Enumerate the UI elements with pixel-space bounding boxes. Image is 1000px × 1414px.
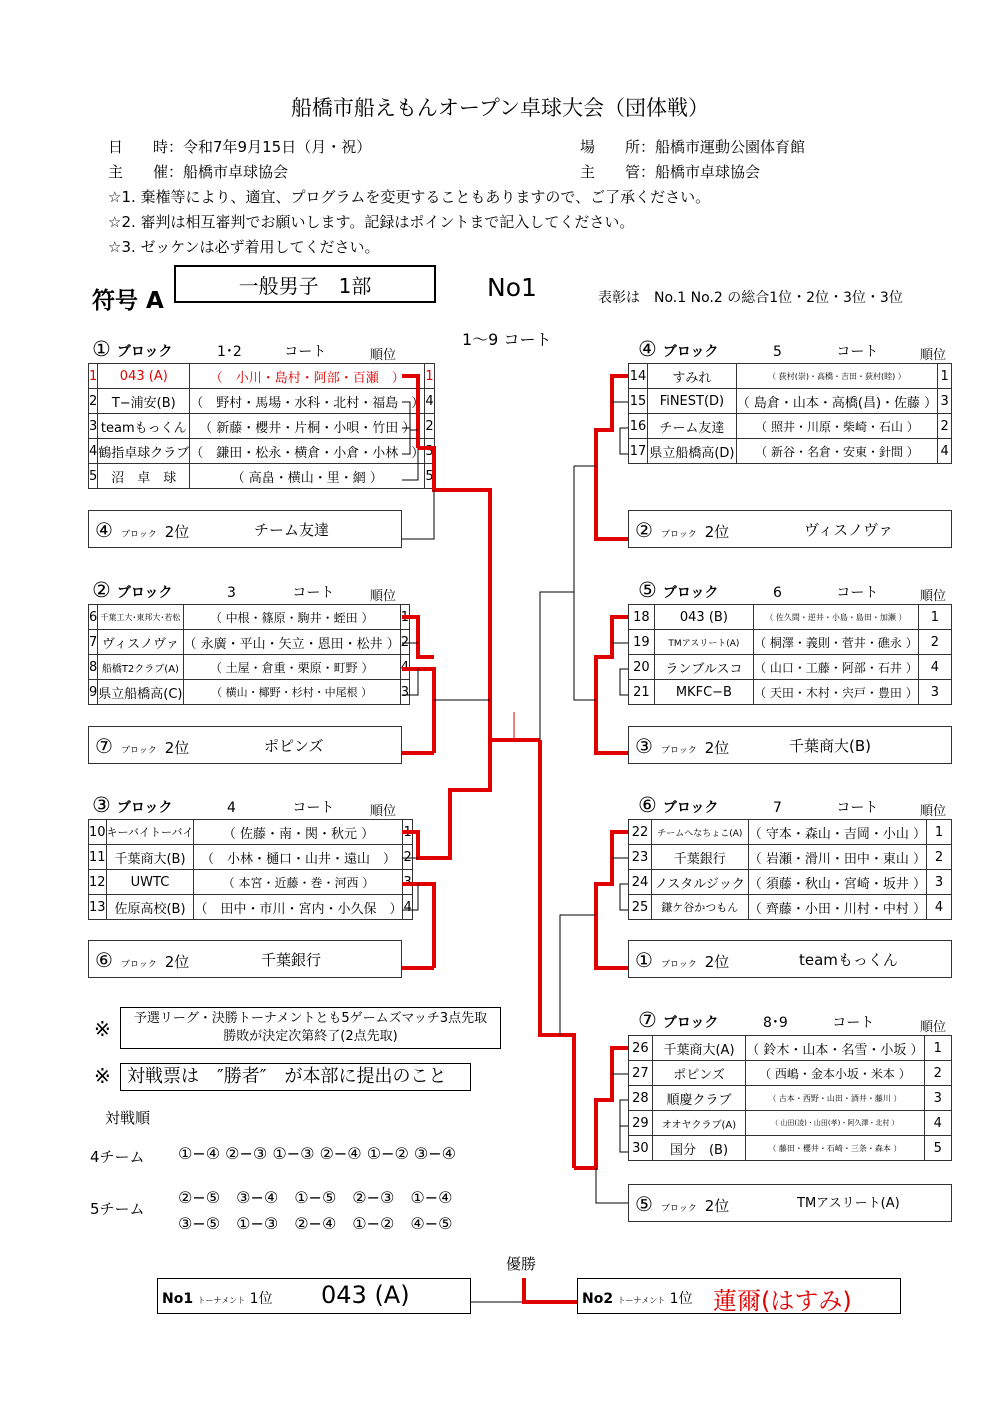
bracket-line-red: [434, 740, 490, 858]
team-rank: 2: [938, 414, 952, 439]
team-name: 順慶クラブ: [652, 1086, 745, 1111]
table-row: 18 043 (B) （ 佐久間・逆井・小島・島田・加瀬 ） 1: [629, 605, 952, 630]
team-name: ポピンズ: [652, 1061, 745, 1086]
five-team-order-1: ②−⑤ ③−④ ①−⑤ ②−③ ①−④: [178, 1188, 453, 1207]
table-row: 2 T−浦安(B) （ 野村・馬場・水科・北村・福島 ） 4: [89, 389, 435, 414]
team-name: オオヤクラブ(A): [652, 1111, 745, 1136]
four-team-order: ①−④ ②−③ ①−③ ②−④ ①−② ③−④: [178, 1144, 456, 1163]
team-members: （ 鈴木・山本・名雪・小坂 ）: [746, 1036, 924, 1061]
table-row: 30 国分 (B) （ 藤田・櫻井・石崎・三条・森本 ） 5: [629, 1136, 952, 1161]
team-rank: 1: [924, 1036, 951, 1061]
team-rank: 4: [938, 439, 952, 464]
table-row: 15 FiNEST(D) （ 島倉・山本・高橋(昌)・佐藤 ） 3: [629, 389, 952, 414]
bracket-line: [402, 428, 410, 454]
block-number: ⑥: [638, 793, 657, 817]
bracket-line-red: [402, 832, 434, 858]
final-right-winner: 蓮爾(はすみ): [713, 1287, 852, 1315]
team-name: 043 (B): [654, 605, 753, 630]
final-right-box: No2 トーナメント 1位 蓮爾(はすみ): [577, 1278, 901, 1314]
team-rank: 2: [400, 630, 409, 655]
rule-mark: ※: [94, 1064, 111, 1088]
bracket-line-red: [524, 1278, 577, 1302]
team-members: （ 荻村(崇)・高橋・吉田・荻村(睦) ）: [736, 364, 937, 389]
table-row: 14 すみれ （ 荻村(崇)・高橋・吉田・荻村(睦) ） 1: [629, 364, 952, 389]
bracket-line-red: [596, 832, 628, 968]
bracket-line: [574, 592, 596, 700]
team-members: （ 小林・樋口・山井・遠山 ）: [194, 845, 403, 870]
block-2-header: ② ブロック 3 コート: [92, 578, 335, 602]
table-row: 8 船橋T2クラブ(A) （ 土屋・倉重・栗原・町野 ） 4: [89, 655, 410, 680]
wildcard-box: ⑦ ブロック 2位 ポピンズ: [88, 726, 402, 764]
rule-box-submission: 対戦票は ″勝者″ が本部に提出のこと: [120, 1063, 471, 1091]
team-rank: 2: [918, 630, 951, 655]
match-order-heading: 対戦順: [105, 1109, 151, 1127]
final-left-box: No1 トーナメント 1位 043 (A): [157, 1278, 471, 1314]
bracket-number: No1: [487, 273, 537, 302]
team-members: （ 天田・木村・宍戸・豊田 ）: [754, 680, 919, 705]
table-row: 20 ランブルスコ （ 山口・工藤・阿部・石井 ） 4: [629, 655, 952, 680]
team-rank: 3: [926, 870, 951, 895]
bracket-line: [402, 884, 418, 910]
courts-label: 1～9 コート: [462, 330, 552, 349]
table-row: 11 千葉商大(B) （ 小林・樋口・山井・遠山 ） 2: [89, 845, 413, 870]
wildcard-team: TMアスリート(A): [797, 1196, 900, 1211]
team-name: 千葉商大(A): [652, 1036, 745, 1061]
table-row: 21 MKFC−B （ 天田・木村・宍戸・豊田 ） 3: [629, 680, 952, 705]
wildcard-team: ポピンズ: [264, 737, 324, 755]
team-name: キーバイトーバイ: [106, 820, 194, 845]
table-row: 16 チーム友達 （ 照井・川原・柴崎・石山 ） 2: [629, 414, 952, 439]
team-rank: 2: [926, 845, 951, 870]
team-members: （ 山田(凌)・山田(孝)・阿久澤・北村 ）: [746, 1111, 924, 1136]
block-4-header: ④ ブロック 5 コート: [638, 337, 879, 361]
team-rank: 1: [938, 364, 952, 389]
team-members: （ 佐藤・南・関・秋元 ）: [194, 820, 403, 845]
wildcard-box: ① ブロック 2位 teamもっくん: [628, 940, 952, 978]
bracket-line-red: [540, 740, 574, 1168]
bracket-line: [402, 490, 434, 539]
bracket-line: [560, 915, 596, 1035]
team-members: （ 島倉・山本・高橋(昌)・佐藤 ）: [736, 389, 937, 414]
block-number: ②: [92, 578, 111, 602]
note-1: ☆1. 棄権等により、適宜、プログラムを変更することもありますので、ご了承ください。: [108, 188, 711, 206]
team-rank: 3: [403, 870, 412, 895]
final-left-winner: 043 (A): [321, 1281, 410, 1309]
team-rank: 4: [926, 895, 951, 920]
team-members: （ 佐久間・逆井・小島・島田・加瀬 ）: [754, 605, 919, 630]
team-name: 鶴指卓球クラブ: [98, 439, 190, 464]
rank-header: 順位: [370, 589, 397, 604]
bracket-line: [620, 669, 628, 695]
table-row: 23 千葉銀行 （ 岩瀬・滑川・田中・東山 ） 2: [629, 845, 952, 870]
team-rank: 4: [918, 655, 951, 680]
team-members: （ 高畠・横山・里・網 ）: [190, 464, 425, 489]
block-number: ⑦: [638, 1008, 657, 1032]
block-number: ①: [92, 337, 111, 361]
team-rank: 1: [400, 605, 409, 630]
team-name: チーム友達: [648, 414, 737, 439]
team-name: 千葉銀行: [651, 845, 748, 870]
page-title: 船橋市船えもんオープン卓球大会（団体戦）: [290, 96, 710, 120]
five-team-label: 5チーム: [90, 1200, 145, 1218]
table-row: 17 県立船橋高(D) （ 新谷・名倉・安東・針間 ） 4: [629, 439, 952, 464]
team-rank: 1: [425, 364, 434, 389]
team-name: T−浦安(B): [98, 389, 190, 414]
table-row: 13 佐原高校(B) （ 田中・市川・宮内・小久保 ） 4: [89, 895, 413, 920]
team-members: （ 野村・馬場・水科・北村・福島 ）: [190, 389, 425, 414]
wildcard-team: ヴィスノヴァ: [804, 521, 893, 539]
team-name: 県立船橋高(C): [98, 680, 183, 705]
organizer-value: 船橋市卓球協会: [655, 163, 761, 181]
team-name: 沼 卓 球: [98, 464, 190, 489]
team-name: ヴィスノヴァ: [98, 630, 183, 655]
team-members: （ 中根・篠原・駒井・蛭田 ）: [183, 605, 400, 630]
block-3-header: ③ ブロック 4 コート: [92, 793, 335, 817]
team-rank: 1: [926, 820, 951, 845]
team-rank: 4: [403, 895, 412, 920]
rank-header: 順位: [920, 348, 947, 363]
bracket-line: [402, 402, 418, 430]
team-members: （ 横山・椰野・杉村・中尾根 ）: [183, 680, 400, 705]
table-row: 1 043 (A) （ 小川・島村・阿部・百瀬 ） 1: [89, 364, 435, 389]
block-number: ④: [638, 337, 657, 361]
award-note: 表彰は No.1 No.2 の総合1位・2位・3位・3位: [598, 290, 903, 306]
team-members: （ 小川・島村・阿部・百瀬 ）: [190, 364, 425, 389]
team-members: （ 古本・西野・山田・酒井・藤川 ）: [746, 1086, 924, 1111]
team-name: 船橋T2クラブ(A): [98, 655, 183, 680]
table-row: 9 県立船橋高(C) （ 横山・椰野・杉村・中尾根 ） 3: [89, 680, 410, 705]
team-members: （ 藤田・櫻井・石崎・三条・森本 ）: [746, 1136, 924, 1161]
table-row: 3 teamもっくん （ 新藤・櫻井・片桐・小唄・竹田 ） 2: [89, 414, 435, 439]
team-members: （ 永廣・平山・矢立・恩田・松井 ）: [183, 630, 400, 655]
host-label: 主 催：: [108, 163, 184, 181]
wildcard-team: 千葉商大(B): [789, 737, 871, 755]
rule-box-games: 予選リーグ・決勝トーナメントとも5ゲームズマッチ3点先取 勝敗が決定次第終了(2点先取): [120, 1007, 501, 1049]
block-6-header: ⑥ ブロック 7 コート: [638, 793, 879, 817]
team-name: 鎌ケ谷かつもん: [651, 895, 748, 920]
category-box: 一般男子 1部: [174, 265, 436, 303]
table-row: 6 千葉工大･東邦大･若松 （ 中根・篠原・駒井・蛭田 ） 1: [89, 605, 410, 630]
rank-header: 順位: [370, 804, 397, 819]
team-rank: 5: [425, 464, 434, 489]
team-rank: 3: [924, 1086, 951, 1111]
team-members: （ 本宮・近藤・巻・河西 ）: [194, 870, 403, 895]
team-members: （ 岩瀬・滑川・田中・東山 ）: [748, 845, 926, 870]
bracket-line: [620, 428, 628, 454]
team-rank: 4: [924, 1111, 951, 1136]
team-members: （ 田中・市川・宮内・小久保 ）: [194, 895, 403, 920]
host-value: 船橋市卓球協会: [183, 163, 289, 181]
team-rank: 2: [425, 414, 434, 439]
team-rank: 2: [403, 845, 412, 870]
team-rank: 4: [425, 389, 434, 414]
note-3: ☆3. ゼッケンは必ず着用してください。: [108, 238, 380, 256]
team-members: （ 新藤・櫻井・片桐・小唄・竹田 ）: [190, 414, 425, 439]
place-value: 船橋市運動公園体育館: [655, 138, 806, 156]
rank-header: 順位: [370, 348, 397, 363]
team-name: MKFC−B: [654, 680, 753, 705]
wildcard-box: ⑥ ブロック 2位 千葉銀行: [88, 940, 402, 978]
team-members: （ 齊藤・小田・川村・中村 ）: [748, 895, 926, 920]
table-row: 29 オオヤクラブ(A) （ 山田(凌)・山田(孝)・阿久澤・北村 ） 4: [629, 1111, 952, 1136]
team-members: （ 鎌田・松永・横倉・小倉・小林 ）: [190, 439, 425, 464]
team-name: 千葉工大･東邦大･若松: [98, 605, 183, 630]
table-row: 24 ノスタルジック （ 須藤・秋山・宮崎・坂井 ） 3: [629, 870, 952, 895]
team-name: すみれ: [648, 364, 737, 389]
table-row: 26 千葉商大(A) （ 鈴木・山本・名雪・小坂 ） 1: [629, 1036, 952, 1061]
wildcard-team: 千葉銀行: [261, 951, 322, 969]
bracket-line: [540, 466, 574, 740]
symbol-label: 符号 A: [92, 288, 164, 314]
organizer-label: 主 管：: [580, 163, 656, 181]
wildcard-team: チーム友達: [254, 521, 330, 539]
table-row: 7 ヴィスノヴァ （ 永廣・平山・矢立・恩田・松井 ） 2: [89, 630, 410, 655]
date-value: 令和7年9月15日（月・祝）: [183, 138, 372, 156]
team-members: （ 照井・川原・柴崎・石山 ）: [736, 414, 937, 439]
team-name: 043 (A): [98, 364, 190, 389]
team-rank: 5: [924, 1136, 951, 1161]
team-members: （ 桐澤・義則・菅井・礁永 ）: [754, 630, 919, 655]
team-name: 佐原高校(B): [106, 895, 194, 920]
champion-label: 優勝: [506, 1255, 537, 1273]
team-members: （ 守本・森山・吉岡・小山 ）: [748, 820, 926, 845]
team-rank: 3: [425, 439, 434, 464]
team-members: （ 西嶋・金本小坂・米本 ）: [746, 1061, 924, 1086]
block-number: ③: [92, 793, 111, 817]
table-row: 25 鎌ケ谷かつもん （ 齊藤・小田・川村・中村 ） 4: [629, 895, 952, 920]
team-rank: 1: [403, 820, 412, 845]
team-name: UWTC: [106, 870, 194, 895]
wildcard-box: ② ブロック 2位 ヴィスノヴァ: [628, 510, 952, 548]
bracket-line: [402, 669, 418, 695]
block-number: ⑤: [638, 578, 657, 602]
table-row: 28 順慶クラブ （ 古本・西野・山田・酒井・藤川 ） 3: [629, 1086, 952, 1111]
team-rank: 4: [400, 655, 409, 680]
bracket-line: [620, 884, 628, 910]
team-members: （ 山口・工藤・阿部・石井 ）: [754, 655, 919, 680]
table-row: 22 チームへなちょこ(A) （ 守本・森山・吉岡・小山 ） 1: [629, 820, 952, 845]
block-1-header: ① ブロック 1･2 コート: [92, 337, 327, 361]
bracket-line-red: [596, 617, 628, 753]
team-rank: 3: [938, 389, 952, 414]
bracket-line-red: [402, 617, 434, 657]
table-row: 4 鶴指卓球クラブ （ 鎌田・松永・横倉・小倉・小林 ） 3: [89, 439, 435, 464]
table-row: 10 キーバイトーバイ （ 佐藤・南・関・秋元 ） 1: [89, 820, 413, 845]
wildcard-box: ④ ブロック 2位 チーム友達: [88, 510, 402, 548]
team-rank: 2: [924, 1061, 951, 1086]
team-members: （ 土屋・倉重・栗原・町野 ）: [183, 655, 400, 680]
date-label: 日 時：: [108, 138, 184, 156]
team-rank: 3: [400, 680, 409, 705]
team-name: 県立船橋高(D): [648, 439, 737, 464]
five-team-order-2: ③−⑤ ①−③ ②−④ ①−② ④−⑤: [178, 1214, 453, 1233]
team-members: （ 新谷・名倉・安東・針間 ）: [736, 439, 937, 464]
rank-header: 順位: [920, 804, 947, 819]
block-7-header: ⑦ ブロック 8･9 コート: [638, 1008, 875, 1032]
rank-header: 順位: [920, 589, 947, 604]
team-name: teamもっくん: [98, 414, 190, 439]
table-row: 19 TMアスリート(A) （ 桐澤・義則・菅井・礁永 ） 2: [629, 630, 952, 655]
team-name: ランブルスコ: [654, 655, 753, 680]
team-name: チームへなちょこ(A): [651, 820, 748, 845]
team-rank: 3: [918, 680, 951, 705]
block-5-header: ⑤ ブロック 6 コート: [638, 578, 879, 602]
bracket-line-red: [596, 376, 628, 539]
wildcard-box: ③ ブロック 2位 千葉商大(B): [628, 726, 952, 764]
table-row: 12 UWTC （ 本宮・近藤・巻・河西 ） 3: [89, 870, 413, 895]
table-row: 27 ポピンズ （ 西嶋・金本小坂・米本 ） 2: [629, 1061, 952, 1086]
wildcard-box: ⑤ ブロック 2位 TMアスリート(A): [628, 1184, 952, 1222]
bracket-line-red: [418, 448, 540, 740]
bracket-line: [596, 1168, 628, 1203]
team-name: 千葉商大(B): [106, 845, 194, 870]
team-name: TMアスリート(A): [654, 630, 753, 655]
rank-header: 順位: [920, 1020, 947, 1035]
place-label: 場 所：: [580, 138, 656, 156]
team-name: FiNEST(D): [648, 389, 737, 414]
note-2: ☆2. 審判は相互審判でお願いします。記録はポイントまで記入してください。: [108, 213, 635, 231]
rule-mark: ※: [94, 1017, 111, 1041]
table-row: 5 沼 卓 球 （ 高畠・横山・里・網 ） 5: [89, 464, 435, 489]
wildcard-team: teamもっくん: [799, 951, 898, 969]
team-name: ノスタルジック: [651, 870, 748, 895]
team-members: （ 須藤・秋山・宮崎・坂井 ）: [748, 870, 926, 895]
four-team-label: 4チーム: [90, 1148, 145, 1166]
team-name: 国分 (B): [652, 1136, 745, 1161]
team-rank: 1: [918, 605, 951, 630]
